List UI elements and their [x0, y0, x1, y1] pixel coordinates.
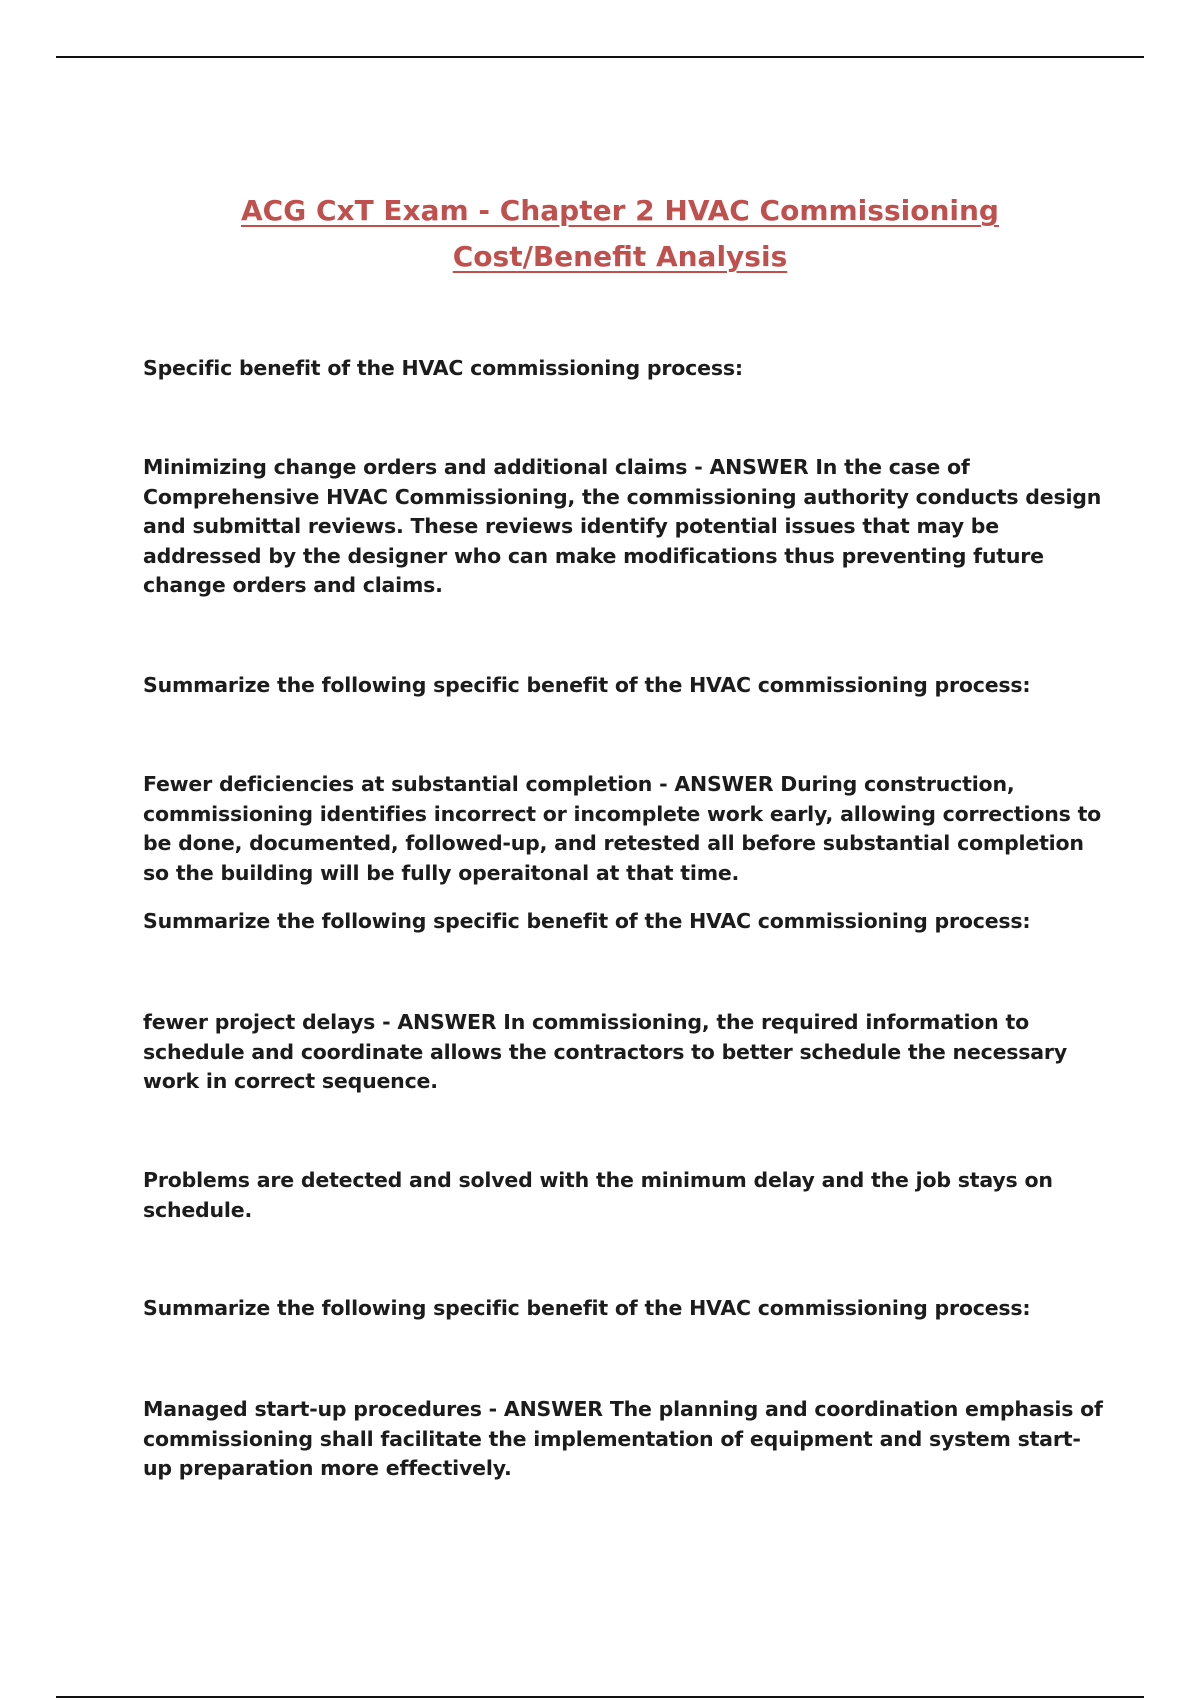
question-heading: Specific benefit of the HVAC commissioning process:	[143, 356, 743, 380]
answer-paragraph: Managed start-up procedures - ANSWER The planning and coordination emphasis of commissioning shall facilitate the implementation of equipment and system start-up preparation more effectively.	[143, 1397, 1103, 1480]
bottom-rule	[56, 1696, 1144, 1698]
answer-paragraph: Fewer deficiencies at substantial completion - ANSWER During construction, commissioning identifies incorrect or incomplete work early, allowing corrections to be done, documented, followed-up, and retested all before substantial completion so the building will be fully operaitonal at that time.	[143, 772, 1102, 885]
title-line-2: Cost/Benefit Analysis	[452, 240, 788, 273]
top-rule	[56, 56, 1144, 58]
answer-paragraph: fewer project delays - ANSWER In commissioning, the required information to schedule and coordinate allows the contractors to better schedule the necessary work in correct sequence.	[143, 1010, 1067, 1093]
answer-paragraph: Problems are detected and solved with the minimum delay and the job stays on schedule.	[143, 1168, 1053, 1222]
title-line-1: ACG CxT Exam - Chapter 2 HVAC Commissioning	[241, 194, 999, 227]
question-heading: Summarize the following specific benefit of the HVAC commissioning process:	[143, 1296, 1031, 1320]
document-title	[160, 188, 1080, 280]
answer-paragraph: Minimizing change orders and additional claims - ANSWER In the case of Comprehensive HVAC Commissioning, the commissioning authority conducts design and submittal reviews. These reviews identify potential issues that may be addressed by the designer who can make modifications thus preventing future change orders and claims.	[143, 455, 1102, 597]
question-heading: Summarize the following specific benefit of the HVAC commissioning process:	[143, 909, 1031, 933]
question-heading: Summarize the following specific benefit of the HVAC commissioning process:	[143, 673, 1031, 697]
